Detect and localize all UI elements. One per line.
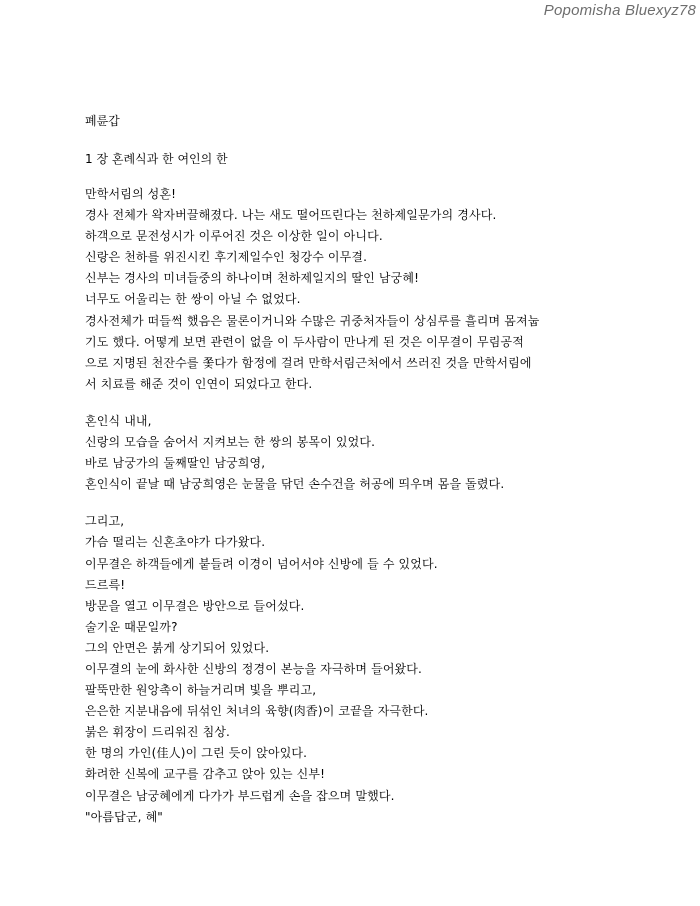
- text-line: 혼인식 내내,: [85, 413, 152, 428]
- text-line: 신부는 경사의 미녀들중의 하나이며 천하제일지의 딸인 남궁혜!: [85, 271, 420, 286]
- chapter-heading: 1 장 혼례식과 한 여인의 한: [85, 152, 228, 166]
- text-line: 너무도 어울리는 한 쌍이 아닐 수 없었다.: [85, 292, 301, 307]
- document-title: 폐륜갑: [85, 114, 120, 128]
- text-line: 술기운 때문일까?: [85, 619, 178, 634]
- text-line: 방문을 열고 이무결은 방안으로 들어섰다.: [85, 598, 305, 613]
- text-line: 붉은 휘장이 드리워진 침상.: [85, 725, 231, 740]
- text-line: 이무결의 눈에 화사한 신방의 정경이 본능을 자극하며 들어왔다.: [85, 661, 423, 676]
- text-line: 한 명의 가인(佳人)이 그린 듯이 앉아있다.: [85, 746, 308, 761]
- text-line: 신랑의 모습을 숨어서 지켜보는 한 쌍의 봉목이 있었다.: [85, 435, 376, 450]
- text-line: 으로 지명된 천잔수를 쫓다가 함정에 걸려 만학서림근처에서 쓰러진 것을 만학서림에: [85, 355, 532, 370]
- text-line: 은은한 지분내음에 뒤섞인 처녀의 육향(肉香)이 코끝을 자극한다.: [85, 704, 429, 719]
- text-line: 이무결은 남궁혜에게 다가가 부드럽게 손을 잡으며 말했다.: [85, 788, 395, 803]
- text-line: 화려한 신복에 교구를 감추고 앉아 있는 신부!: [85, 767, 326, 782]
- text-line: 기도 했다. 어떻게 보면 관련이 없을 이 두사람이 만나게 된 것은 이무결이 무림공적: [85, 334, 525, 349]
- text-line: 팔뚝만한 원앙촉이 하늘거리며 빛을 뿌리고,: [85, 683, 317, 698]
- watermark-text: Popomisha Bluexyz78: [543, 2, 696, 19]
- text-line: 만학서림의 성혼!: [85, 187, 177, 201]
- document-body: [85, 112, 625, 844]
- text-line: 신랑은 천하를 위진시킨 후기제일수인 청강수 이무결.: [85, 250, 368, 265]
- text-line: 가슴 떨리는 신혼초야가 다가왔다.: [85, 535, 266, 550]
- text-line: 서 치료를 해준 것이 인연이 되었다고 한다.: [85, 376, 313, 391]
- paragraph: [85, 511, 625, 827]
- text-line: 경사 전체가 왁자버끌해졌다. 나는 새도 떨어뜨린다는 천하제일문가의 경사다.: [85, 208, 497, 223]
- text-line: 경사전체가 떠들썩 했음은 물론이거니와 수많은 귀중처자들이 상심루를 흘리며 몸져눕: [85, 313, 540, 328]
- text-line: 드르륵!: [85, 577, 126, 592]
- text-line: 그리고,: [85, 514, 125, 529]
- text-line: 바로 남궁가의 둘째딸인 남궁희영,: [85, 456, 266, 471]
- text-line: "아름답군, 혜": [85, 809, 163, 824]
- paragraph: [85, 411, 625, 495]
- text-line: 하객으로 문전성시가 이루어진 것은 이상한 일이 아니다.: [85, 229, 383, 244]
- text-line: 혼인식이 끝날 때 남궁희영은 눈물을 닦던 손수건을 허공에 띄우며 몸을 돌렸다.: [85, 477, 505, 492]
- text-line: 이무결은 하객들에게 붙들려 이경이 넘어서야 신방에 들 수 있었다.: [85, 556, 438, 571]
- paragraph: [85, 184, 625, 395]
- text-line: 그의 안면은 붉게 상기되어 있었다.: [85, 640, 270, 655]
